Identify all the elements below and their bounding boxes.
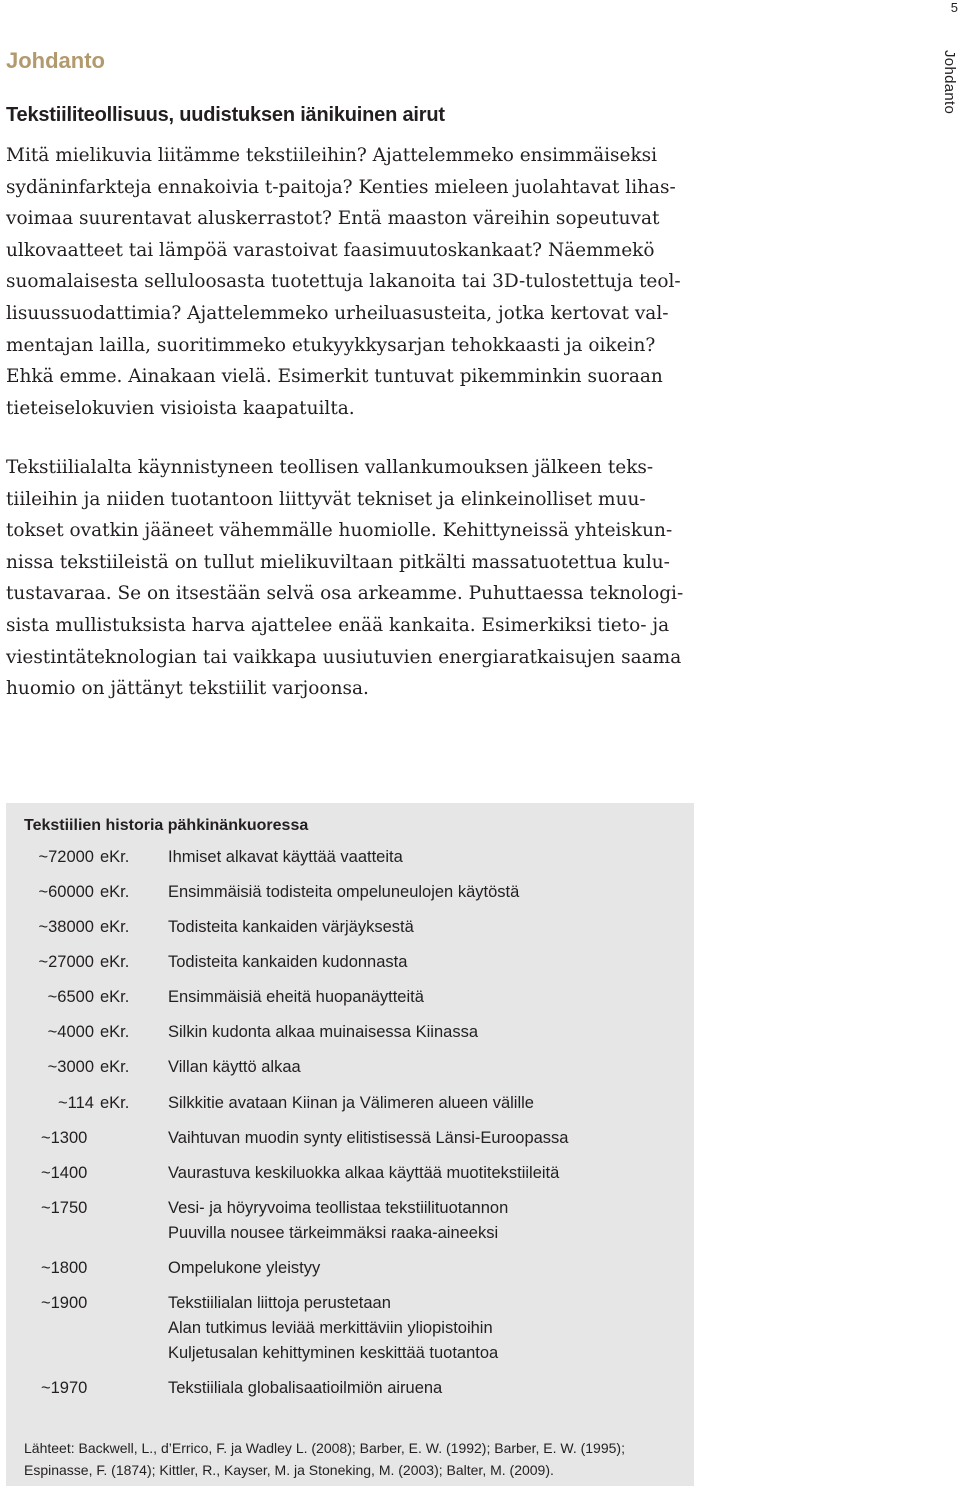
timeline-year: ~4000 xyxy=(47,1023,94,1041)
timeline-year: ~27000 xyxy=(38,953,94,971)
timeline-event: Vesi- ja höyryvoima teollistaa tekstiilituotannon xyxy=(168,1199,509,1217)
page-number: 5 xyxy=(950,0,958,15)
paragraph-line: suomalaisesta selluloosasta tuotettuja lakanoita tai 3D-tulostettuja teol- xyxy=(6,271,681,293)
timeline-event: Vaurastuva keskiluokka alkaa käyttää muotitekstiileitä xyxy=(168,1164,560,1182)
timeline-era: eKr. xyxy=(100,1058,130,1076)
timeline-year: ~114 xyxy=(58,1094,94,1112)
timeline-event: Ensimmäisiä todisteita ompeluneulojen käytöstä xyxy=(168,883,520,901)
timeline-year: ~6500 xyxy=(47,988,94,1006)
timeline-year: ~1900 xyxy=(41,1294,88,1312)
timeline-event: Todisteita kankaiden värjäyksestä xyxy=(168,918,414,936)
paragraph-line: sydäninfarkteja ennakoivia t-paitoja? Kenties mieleen juolahtavat lihas- xyxy=(6,176,676,198)
timeline-event: Silkin kudonta alkaa muinaisessa Kiinassa xyxy=(168,1023,479,1041)
sources-note xyxy=(24,1437,684,1481)
sources-line: Lähteet: Backwell, L., d’Errico, F. ja Wadley L. (2008); Barber, E. W. (1992); Barber, E. W. (1995); xyxy=(24,1440,625,1456)
timeline-year: ~1970 xyxy=(41,1379,88,1397)
timeline-event: Silkkitie avataan Kiinan ja Välimeren alueen välille xyxy=(168,1094,534,1112)
timeline-era: eKr. xyxy=(100,953,130,971)
side-section-label: Johdanto xyxy=(941,50,958,115)
paragraph-line: ulkovaatteet tai lämpöä varastoivat faasimuutoskankaat? Näemmekö xyxy=(6,239,655,261)
paragraph-line: sista mullistuksista harva ajattelee enää kankaita. Esimerkiksi tieto- ja xyxy=(6,614,670,636)
timeline-event: Todisteita kankaiden kudonnasta xyxy=(168,953,408,971)
paragraph-line: huomio on jättänyt tekstiilit varjoonsa. xyxy=(6,678,369,700)
paragraph-line: Tekstiilialalta käynnistyneen teollisen vallankumouksen jälkeen teks- xyxy=(6,457,654,478)
paragraph-line: Ehkä emme. Ainakaan vielä. Esimerkit tuntuvat pikemminkin suoraan xyxy=(6,366,663,388)
timeline-year: ~1800 xyxy=(41,1259,88,1277)
timeline-event: Tekstiiliala globalisaatioilmiön airuena xyxy=(168,1379,443,1397)
timeline-year: ~72000 xyxy=(38,848,94,866)
paragraph-line: tustavaraa. Se on itsestään selvä osa arkeamme. Puhuttaessa teknologi- xyxy=(6,583,684,605)
timeline-event: Ompelukone yleistyy xyxy=(168,1259,321,1277)
paragraph-line: tokset ovatkin jääneet vähemmälle huomiolle. Kehittyneissä yhteiskun- xyxy=(6,520,673,542)
timeline-era: eKr. xyxy=(100,1023,130,1041)
sources-line: Espinasse, F. (1874); Kittler, R., Kayser, M. ja Stoneking, M. (2003); Balter, M. (2009). xyxy=(24,1462,554,1478)
timeline-event: Alan tutkimus leviää merkittäviin yliopistoihin xyxy=(168,1319,493,1337)
history-box-title: Tekstiilien historia pähkinänkuoressa xyxy=(24,817,309,834)
timeline-era: eKr. xyxy=(100,848,130,866)
timeline-era: eKr. xyxy=(100,988,130,1006)
timeline-year: ~38000 xyxy=(38,918,94,936)
timeline-event: Puuvilla nousee tärkeimmäksi raaka-aineeksi xyxy=(168,1224,499,1242)
timeline-era: eKr. xyxy=(100,1094,130,1112)
timeline-year: ~1400 xyxy=(41,1164,88,1182)
timeline-year: ~1300 xyxy=(41,1129,88,1147)
timeline-event: Ihmiset alkavat käyttää vaatteita xyxy=(168,848,403,866)
timeline-event: Kuljetusalan kehittyminen keskittää tuotantoa xyxy=(168,1344,499,1362)
paragraph-line: voimaa suurentavat aluskerrastot? Entä maaston väreihin sopeutuvat xyxy=(6,208,660,230)
timeline-event: Tekstiilialan liittoja perustetaan xyxy=(168,1294,391,1312)
history-sidebar-box xyxy=(6,803,694,1486)
paragraph-line: Mitä mielikuvia liitämme tekstiileihin? Ajattelemmeko ensimmäiseksi xyxy=(6,145,658,166)
timeline-year: ~1750 xyxy=(41,1199,88,1217)
paragraph-line: nissa tekstiileistä on tullut mielikuviltaan pitkälti massatuotettua kulu- xyxy=(6,551,670,573)
timeline-era: eKr. xyxy=(100,883,130,901)
paragraph-line: tieteiselokuvien visioista kaapatuilta. xyxy=(6,397,355,419)
timeline-era: eKr. xyxy=(100,918,130,936)
paragraph-line: lisuussuodattimia? Ajattelemmeko urheiluasusteita, jotka kertovat val- xyxy=(6,302,669,324)
paragraph-line: tiileihin ja niiden tuotantoon liittyvät tekniset ja elinkeinolliset muu- xyxy=(6,488,646,510)
article-subtitle: Tekstiiliteollisuus, uudistuksen iänikuinen airut xyxy=(6,104,445,126)
intro-paragraph xyxy=(6,140,706,424)
timeline-year: ~3000 xyxy=(47,1058,94,1076)
timeline-event: Vaihtuvan muodin synty elitistisessä Länsi-Euroopassa xyxy=(168,1129,569,1147)
timeline-year: ~60000 xyxy=(38,883,94,901)
timeline-event: Villan käyttö alkaa xyxy=(168,1058,301,1076)
second-paragraph xyxy=(6,452,706,705)
timeline-event: Ensimmäisiä eheitä huopanäytteitä xyxy=(168,988,424,1006)
paragraph-line: viestintäteknologian tai vaikkapa uusiutuvien energiaratkaisujen saama xyxy=(6,646,682,668)
section-title: Johdanto xyxy=(6,48,105,73)
paragraph-line: mentajan lailla, suoritimmeko etukyykkysarjan tehokkaasti ja oikein? xyxy=(6,334,656,356)
